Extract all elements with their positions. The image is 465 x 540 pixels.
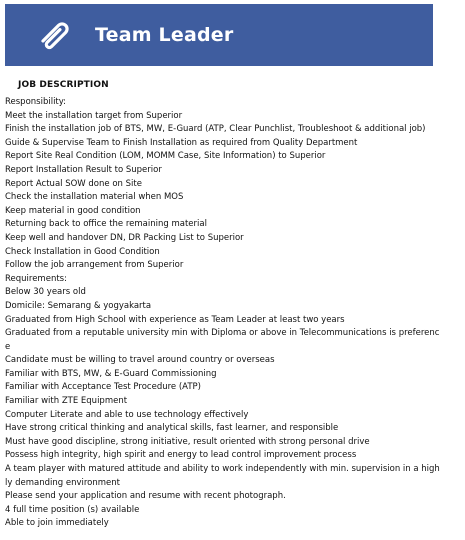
text-line: Guide & Supervise Team to Finish Installation as required from Quality Department	[5, 137, 358, 148]
text-line: Check the installation material when MOS	[5, 192, 184, 203]
text-line: Please send your application and resume with recent photograph.	[5, 491, 286, 502]
text-line: 4 full time position (s) available	[5, 504, 140, 515]
text-line: Familiar with BTS, MW, & E-Guard Commissioning	[5, 368, 217, 379]
text-line: Keep material in good condition	[5, 205, 141, 216]
text-line: Domicile: Semarang & yogyakarta	[5, 300, 152, 311]
text-line: Report Actual SOW done on Site	[5, 178, 142, 189]
text-line: Graduated from High School with experience as Team Leader at least two years	[5, 314, 345, 325]
text-line: Requirements:	[5, 273, 67, 284]
job-description-body	[5, 96, 440, 531]
text-line: Familiar with ZTE Equipment	[5, 396, 128, 407]
text-line: Check Installation in Good Condition	[5, 246, 160, 257]
text-line: Computer Literate and able to use technology effectively	[5, 409, 249, 420]
text-line: Must have good discipline, strong initiative, result oriented with strong personal drive	[5, 436, 370, 447]
job-title-banner	[5, 4, 433, 66]
text-line: Below 30 years old	[5, 287, 86, 298]
text-line: A team player with matured attitude and ability to work independently with min. supervision in a highly demanding environment	[5, 464, 440, 488]
text-line: Follow the job arrangement from Superior	[5, 260, 184, 271]
text-line: Possess high integrity, high spirit and energy to lead control improvement process	[5, 450, 357, 461]
text-line: Returning back to office the remaining material	[5, 219, 207, 230]
paperclip-icon	[33, 14, 77, 58]
text-line: Able to join immediately	[5, 518, 109, 529]
text-line: Finish the installation job of BTS, MW, E-Guard (ATP, Clear Punchlist, Troubleshoot & additional job)	[5, 124, 426, 135]
text-line: Familiar with Acceptance Test Procedure (ATP)	[5, 382, 201, 393]
text-line: Candidate must be willing to travel around country or overseas	[5, 355, 275, 366]
text-line: Report Site Real Condition (LOM, MOMM Case, Site Information) to Superior	[5, 151, 326, 162]
page-title: Team Leader	[95, 24, 234, 46]
text-line: Responsibility:	[5, 97, 67, 107]
text-line: Keep well and handover DN, DR Packing List to Superior	[5, 232, 244, 243]
section-heading: JOB DESCRIPTION	[18, 80, 109, 90]
text-line: Meet the installation target from Superior	[5, 110, 183, 121]
text-line: Report Installation Result to Superior	[5, 164, 162, 175]
text-line: Graduated from a reputable university min with Diploma or above in Telecommunications is preference	[5, 328, 440, 352]
text-line: Have strong critical thinking and analytical skills, fast learner, and responsible	[5, 423, 339, 434]
